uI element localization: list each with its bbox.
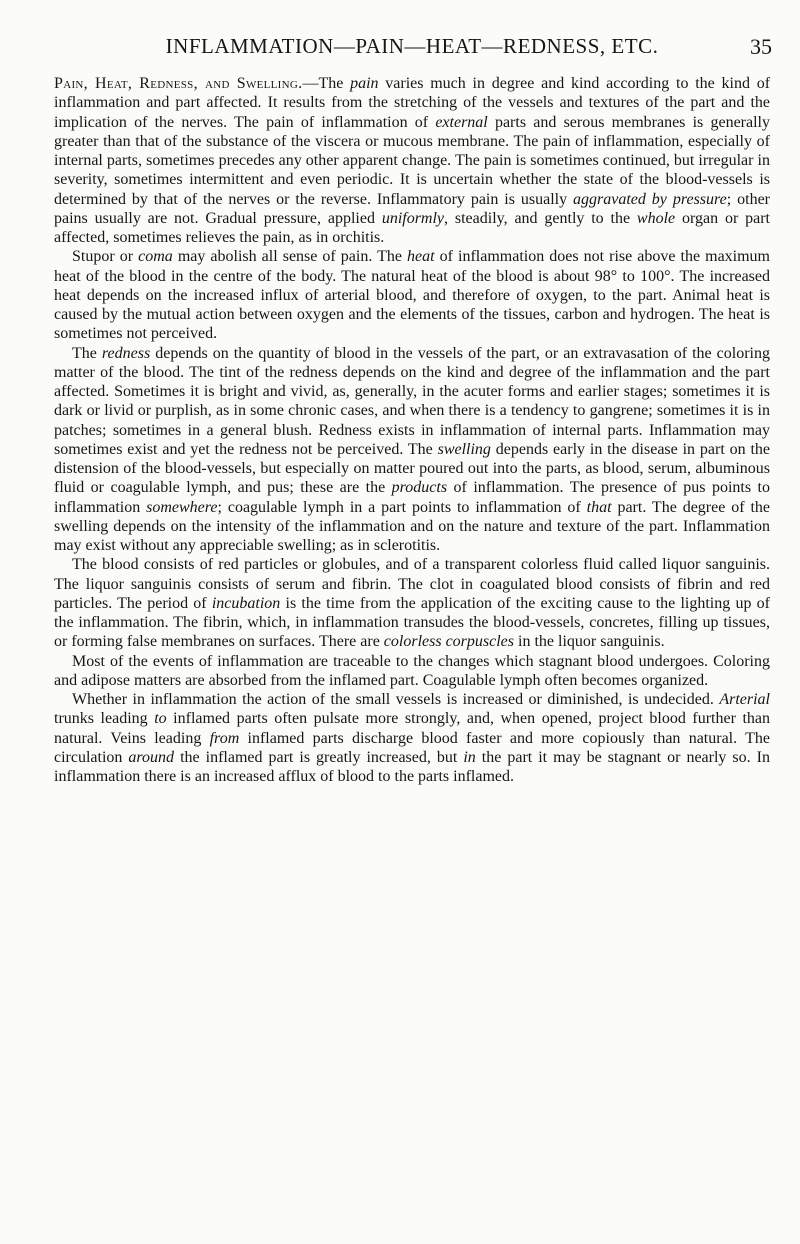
emphasis: from <box>209 729 240 747</box>
text-run: may abolish all sense of pain. The <box>172 248 408 266</box>
emphasis: pain <box>350 75 379 92</box>
paragraph-heat <box>54 247 770 343</box>
text-run: organ or part affected, sometimes relieves the pain, as in orchitis. <box>54 209 770 246</box>
text-run: inflamed parts often pulsate more strongly, and, when opened, project blood further than natural. Veins leading <box>54 710 771 747</box>
text-run: of inflammation. The presence of pus points to inflammation <box>54 479 770 516</box>
text-run: in the liquor sanguinis. <box>514 633 665 651</box>
emphasis: Arterial <box>719 691 770 708</box>
text-run: the part it may be stagnant or nearly so. In inflammation there is an increased afflux of blood to the parts inflamed. <box>54 748 770 785</box>
emphasis: swelling <box>437 440 491 458</box>
paragraph-redness <box>54 344 770 556</box>
text-run: —The <box>302 75 351 92</box>
emphasis: products <box>391 479 448 497</box>
text-run: depends on the quantity of blood in the vessels of the part, or an extravasation of the coloring matter of the blood. The tint of the redness depends on the kind and degree of the inflammation and the part affected. Sometimes it is bright and vivid, as, generally, in the acuter forms and earlier stages; sometimes it is dark or livid or purplish, as in some chronic cases, and when there is a tendency to gangrene; sometimes it is in patches; sometimes in a general blush. Redness exists in inflammation of internal parts. Inflammation may sometimes exist and yet the redness not be perceived. The <box>54 344 771 458</box>
text-run: inflamed parts discharge blood faster and more copiously than natural. The circulation <box>54 729 770 766</box>
text-run: ; other pains usually are not. Gradual pressure, applied <box>54 190 771 227</box>
text-run: Most of the events of inflammation are traceable to the changes which stagnant blood undergoes. Coloring and adipose matters are absorbed from the inflamed part. Coagulable lymph often becomes organized. <box>54 652 770 689</box>
text-run: of inflammation does not rise above the maximum heat of the blood in the centre of the body. The natural heat of the blood is about 98° to 100°. The increased heat depends on the increased influx of arterial blood, and therefore of oxygen, to the part. Animal heat is caused by the mutual action between oxygen and the elements of the tissues, carbon and hydrogen. The heat is sometimes not perceived. <box>54 248 771 343</box>
running-head: INFLAMMATION—PAIN—HEAT—REDNESS, ETC. <box>165 34 659 58</box>
paragraph-blood <box>54 555 770 651</box>
emphasis: heat <box>407 248 435 266</box>
text-run: varies much in degree and kind according to the kind of inflammation and part affected. It results from the stretching of the vessels and textures of the part and the implication of the nerves. The pain of inflammation of <box>54 75 771 131</box>
emphasis: somewhere <box>146 498 218 516</box>
text-run: part. The degree of the swelling depends on the intensity of the inflammation and on the nature and texture of the part. Inflammation may exist without any appreciable swelling; as in sclerotitis. <box>54 498 771 554</box>
emphasis: uniformly <box>381 209 445 227</box>
emphasis: aggravated by pressure <box>573 190 727 208</box>
emphasis: redness <box>101 344 151 362</box>
text-run: the inflamed part is greatly increased, but <box>174 748 464 766</box>
text-run: , steadily, and gently to the <box>444 209 637 227</box>
section-heading: Pain, Heat, Redness, and Swelling. <box>54 75 303 92</box>
emphasis: to <box>154 710 167 728</box>
emphasis: incubation <box>211 594 281 612</box>
text-run: trunks leading <box>54 710 155 728</box>
emphasis: in <box>463 748 476 766</box>
emphasis: colorless corpuscles <box>383 633 514 651</box>
paragraph-vessels <box>54 690 770 786</box>
emphasis: coma <box>138 248 173 266</box>
text-run: ; coagulable lymph in a part points to inflammation of <box>217 498 587 516</box>
text-run: The <box>72 344 102 362</box>
text-run: Stupor or <box>72 248 139 266</box>
emphasis: that <box>586 498 612 516</box>
emphasis: external <box>435 113 488 131</box>
emphasis: around <box>128 748 175 766</box>
paragraph-pain <box>54 74 770 247</box>
emphasis: whole <box>636 209 676 227</box>
text-run: Whether in inflammation the action of the small vessels is increased or diminished, is undecided. <box>72 691 720 708</box>
text-run: depends early in the disease in part on the distension of the blood-vessels, but especially on matter poured out into the parts, as blood, serum, albuminous fluid or coagulable lymph, and pus; these are the <box>54 440 770 497</box>
body-text <box>54 74 770 786</box>
text-run: The blood consists of red particles or globules, and of a transparent colorless fluid called liquor sanguinis. The liquor sanguinis consists of serum and fibrin. The clot in coagulated blood consists of fibrin and red particles. The period of <box>54 556 770 612</box>
paragraph-events <box>54 652 770 691</box>
text-run: parts and serous membranes is generally greater than that of the substance of the viscera or mucous membrane. The pain of inflammation, especially of internal parts, sometimes precedes any other apparent change. The pain is sometimes continued, but irregular in severity, sometimes intermittent and even periodic. It is uncertain whether the state of the blood-vessels is determined by that of the nerves or the reverse. Inflammatory pain is usually <box>54 113 770 208</box>
page-number: 35 <box>750 34 772 59</box>
text-run: is the time from the application of the exciting cause to the lighting up of the inflammation. The fibrin, which, in inflammation transudes the blood-vessels, concretes, filling up tissues, or forming false membranes on surfaces. There are <box>54 594 771 651</box>
page-header <box>52 34 772 66</box>
